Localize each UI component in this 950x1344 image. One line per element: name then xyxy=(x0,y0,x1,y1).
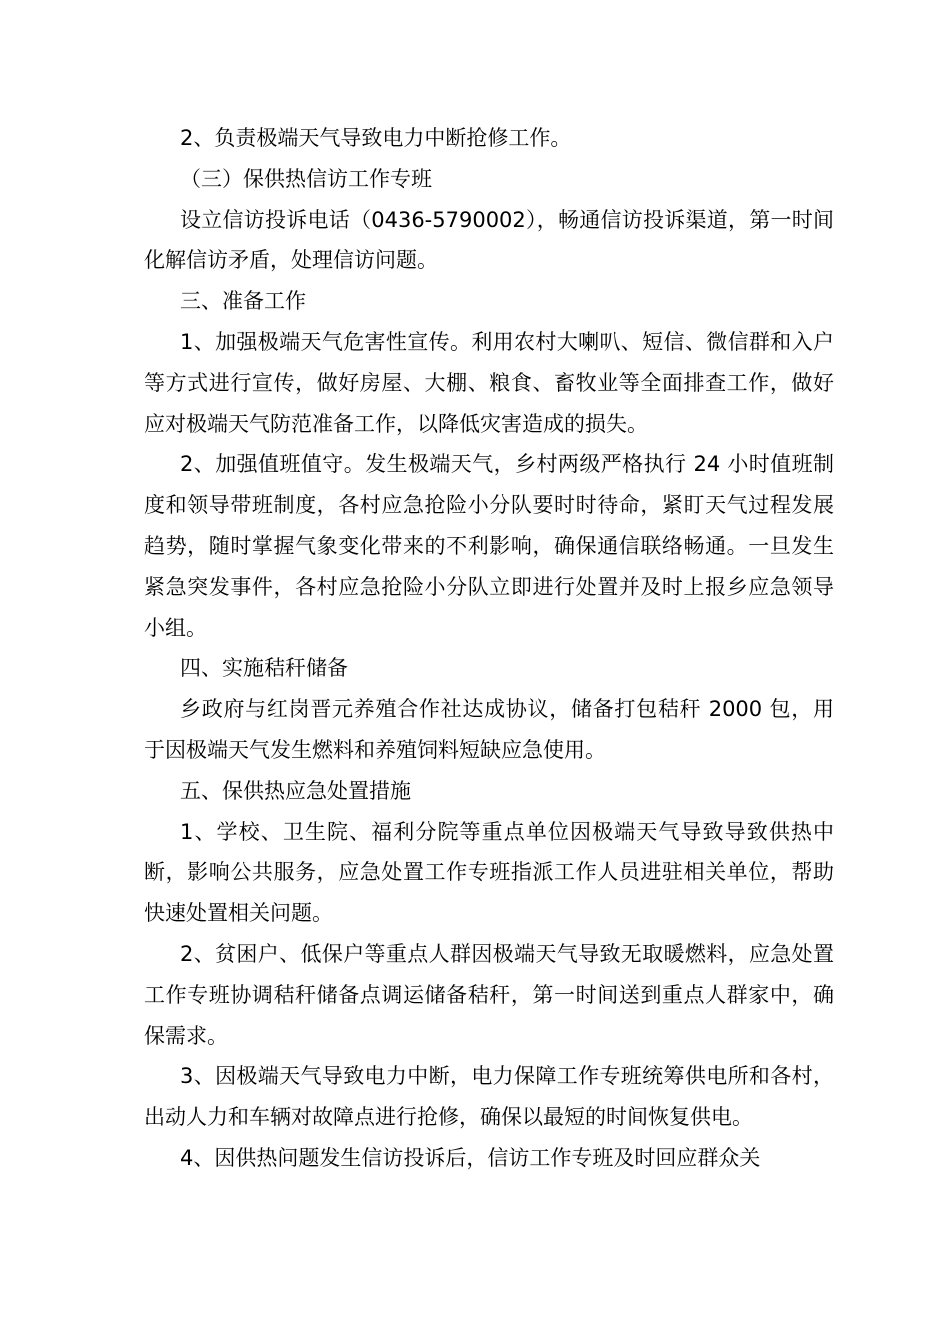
paragraph-duty-watch: 2、加强值班值守。发生极端天气，乡村两级严格执行 24 小时值班制度和领导带班制度，各村应急抢险小分队要时时待命，紧盯天气过程发展趋势，随时掌握气象变化带来的不利影响，确保通信联络畅通。一旦发生紧急突发事件，各村应急抢险小分队立即进行处置并及时上报乡应急领导小组。 xyxy=(144,452,834,640)
paragraph-measure-key-groups: 2、贫困户、低保户等重点人群因极端天气导致无取暖燃料，应急处置工作专班协调秸秆储备点调运储备秸秆，第一时间送到重点人群家中，确保需求。 xyxy=(144,941,834,1048)
heading-petition-task-force: （三）保供热信访工作专班 xyxy=(180,166,432,191)
heading-emergency-measures: 五、保供热应急处置措施 xyxy=(180,778,411,803)
heading-straw-reserve: 四、实施秸秆储备 xyxy=(180,656,348,681)
paragraph-measure-petition-response: 4、因供热问题发生信访投诉后，信访工作专班及时回应群众关 xyxy=(180,1145,761,1170)
paragraph-straw-agreement: 乡政府与红岗晋元养殖合作社达成协议，储备打包秸秆 2000 包，用于因极端天气发生燃料和养殖饲料短缺应急使用。 xyxy=(144,697,834,762)
paragraph-power-repair-duty: 2、负责极端天气导致电力中断抢修工作。 xyxy=(180,126,572,150)
document-body xyxy=(144,118,834,1179)
paragraph-measure-key-units: 1、学校、卫生院、福利分院等重点单位因极端天气导致导致供热中断，影响公共服务，应急处置工作专班指派工作人员进驻相关单位，帮助快速处置相关问题。 xyxy=(144,819,834,926)
heading-preparation-work: 三、准备工作 xyxy=(180,289,306,314)
paragraph-weather-publicity: 1、加强极端天气危害性宣传。利用农村大喇叭、短信、微信群和入户等方式进行宣传，做好房屋、大棚、粮食、畜牧业等全面排查工作，做好应对极端天气防范准备工作，以降低灾害造成的损失。 xyxy=(144,329,834,436)
paragraph-measure-power-outage: 3、因极端天气导致电力中断，电力保障工作专班统筹供电所和各村，出动人力和车辆对故障点进行抢修，确保以最短的时间恢复供电。 xyxy=(144,1064,834,1130)
paragraph-petition-hotline: 设立信访投诉电话（0436-5790002），畅通信访投诉渠道，第一时间化解信访矛盾，处理信访问题。 xyxy=(144,207,834,273)
